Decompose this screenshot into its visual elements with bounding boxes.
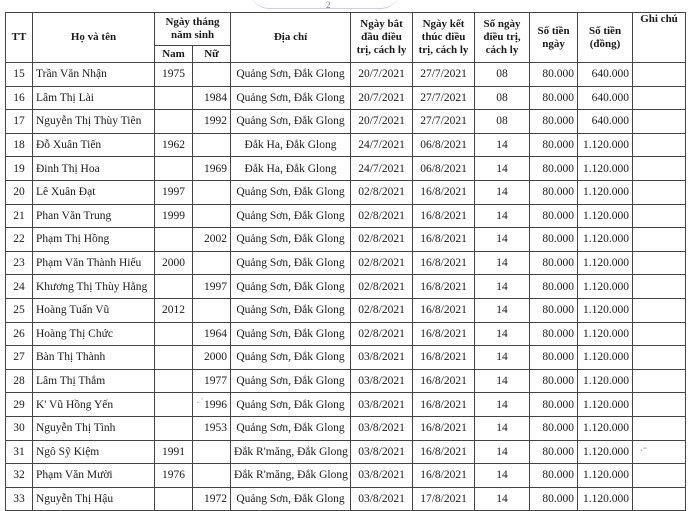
cell-name: Nguyễn Thị Thùy Tiên	[33, 110, 155, 134]
cell-start-date: 24/7/2021	[351, 133, 413, 157]
cell-tt: 33	[6, 487, 33, 511]
header-end-date: Ngày kết thúc điều trị, cách ly	[413, 13, 475, 63]
cell-name: Phạm Văn Thành Hiếu	[33, 251, 155, 275]
cell-per-day: 80.000	[530, 180, 578, 204]
cell-note	[633, 487, 686, 511]
cell-amount: 1.120.000	[578, 322, 633, 346]
cell-birth-female: 1992	[193, 110, 231, 134]
cell-name: Ngô Sỹ Kiệm	[33, 440, 155, 464]
header-amount: Số tiền (đồng)	[578, 13, 633, 63]
table-row	[6, 416, 686, 440]
cell-birth-female	[193, 251, 231, 275]
cell-amount: 1.120.000	[578, 157, 633, 181]
cell-end-date: 16/8/2021	[413, 180, 475, 204]
cell-amount: 1.120.000	[578, 346, 633, 370]
cell-address: Quảng Sơn, Đắk Glong	[231, 298, 351, 322]
cell-tt: 32	[6, 464, 33, 488]
cell-days: 14	[475, 322, 530, 346]
cell-per-day: 80.000	[530, 63, 578, 87]
cell-end-date: 16/8/2021	[413, 204, 475, 228]
table-body	[6, 63, 686, 511]
cell-per-day: 80.000	[530, 110, 578, 134]
cell-birth-female: 1972	[193, 487, 231, 511]
cell-days: 14	[475, 275, 530, 299]
header-address: Địa chỉ	[231, 13, 351, 63]
cell-amount: 1.120.000	[578, 275, 633, 299]
cell-name: Phan Văn Trung	[33, 204, 155, 228]
cell-amount: 1.120.000	[578, 180, 633, 204]
cell-birth-female: 1997	[193, 275, 231, 299]
cell-note	[633, 63, 686, 87]
cell-end-date: 16/8/2021	[413, 275, 475, 299]
table-row	[6, 275, 686, 299]
cell-start-date: 02/8/2021	[351, 251, 413, 275]
cell-start-date: 02/8/2021	[351, 228, 413, 252]
cell-end-date: 27/7/2021	[413, 63, 475, 87]
table-row	[6, 86, 686, 110]
cell-start-date: 03/8/2021	[351, 369, 413, 393]
cell-birth-male: 2000	[155, 251, 193, 275]
cell-birth-male: 1976	[155, 464, 193, 488]
cell-address: Quảng Sơn, Đắk Glong	[231, 204, 351, 228]
cell-tt: 27	[6, 346, 33, 370]
cell-birth-male: 1999	[155, 204, 193, 228]
cell-name: Nguyễn Thị Hậu	[33, 487, 155, 511]
cell-name: Hoàng Thị Chức	[33, 322, 155, 346]
cell-amount: 640.000	[578, 86, 633, 110]
cell-per-day: 80.000	[530, 133, 578, 157]
cell-birth-male: 1962	[155, 133, 193, 157]
cell-address: Quảng Sơn, Đắk Glong	[231, 251, 351, 275]
cell-birth-male	[155, 275, 193, 299]
cell-start-date: 24/7/2021	[351, 157, 413, 181]
table-row	[6, 251, 686, 275]
header-note: Ghi chú	[633, 13, 686, 63]
cell-amount: 1.120.000	[578, 251, 633, 275]
cell-days: 14	[475, 487, 530, 511]
cell-start-date: 02/8/2021	[351, 204, 413, 228]
cell-tt: 29	[6, 393, 33, 417]
cell-note	[633, 86, 686, 110]
cell-birth-male	[155, 86, 193, 110]
cell-note	[633, 369, 686, 393]
cell-birth-female	[193, 464, 231, 488]
cell-note	[633, 133, 686, 157]
cell-days: 14	[475, 369, 530, 393]
cell-amount: 640.000	[578, 63, 633, 87]
table-row	[6, 157, 686, 181]
cell-end-date: 27/7/2021	[413, 110, 475, 134]
cell-birth-female: 1969	[193, 157, 231, 181]
cell-birth-male	[155, 110, 193, 134]
cell-name: Nguyễn Thị Tình	[33, 416, 155, 440]
header-female: Nữ	[193, 46, 231, 63]
cell-name: Lê Xuân Đạt	[33, 180, 155, 204]
cell-end-date: 16/8/2021	[413, 369, 475, 393]
cell-note	[633, 322, 686, 346]
cell-birth-male	[155, 157, 193, 181]
cell-note	[633, 346, 686, 370]
cell-days: 14	[475, 251, 530, 275]
cell-amount: 1.120.000	[578, 487, 633, 511]
cell-address: Quảng Sơn, Đắk Glong	[231, 180, 351, 204]
table-row	[6, 298, 686, 322]
cell-end-date: 27/7/2021	[413, 86, 475, 110]
cell-amount: 640.000	[578, 110, 633, 134]
cell-tt: 25	[6, 298, 33, 322]
cell-note	[633, 180, 686, 204]
cell-note	[633, 251, 686, 275]
cell-start-date: 03/8/2021	[351, 440, 413, 464]
cell-address: Quảng Sơn, Đắk Glong	[231, 228, 351, 252]
cell-start-date: 02/8/2021	[351, 275, 413, 299]
cell-days: 14	[475, 416, 530, 440]
cell-tt: 23	[6, 251, 33, 275]
cell-amount: 1.120.000	[578, 204, 633, 228]
cell-birth-female: 2002	[193, 228, 231, 252]
cell-birth-male	[155, 393, 193, 417]
cell-start-date: 02/8/2021	[351, 180, 413, 204]
ink-mark: ·˙	[196, 395, 204, 409]
cell-start-date: 03/8/2021	[351, 464, 413, 488]
table-row	[6, 110, 686, 134]
cell-end-date: 16/8/2021	[413, 440, 475, 464]
cell-birth-male: 2012	[155, 298, 193, 322]
cell-birth-female: 1964	[193, 322, 231, 346]
cell-birth-male	[155, 228, 193, 252]
cell-address: Đắk Ha, Đắk Glong	[231, 133, 351, 157]
cell-per-day: 80.000	[530, 298, 578, 322]
cell-days: 14	[475, 228, 530, 252]
cell-birth-female: 1984	[193, 86, 231, 110]
cell-birth-male	[155, 322, 193, 346]
page-number: 2	[326, 0, 331, 10]
cell-start-date: 20/7/2021	[351, 63, 413, 87]
cell-birth-female	[193, 63, 231, 87]
cell-amount: 1.120.000	[578, 369, 633, 393]
cell-amount: 1.120.000	[578, 298, 633, 322]
cell-birth-male	[155, 369, 193, 393]
cell-per-day: 80.000	[530, 275, 578, 299]
cell-name: Hoàng Tuấn Vũ	[33, 298, 155, 322]
cell-days: 08	[475, 110, 530, 134]
table-row	[6, 369, 686, 393]
cell-tt: 30	[6, 416, 33, 440]
cell-tt: 20	[6, 180, 33, 204]
cell-tt: 26	[6, 322, 33, 346]
cell-per-day: 80.000	[530, 393, 578, 417]
cell-end-date: 16/8/2021	[413, 251, 475, 275]
cell-end-date: 16/8/2021	[413, 228, 475, 252]
cell-start-date: 20/7/2021	[351, 86, 413, 110]
cell-amount: 1.120.000	[578, 440, 633, 464]
cell-amount: 1.120.000	[578, 133, 633, 157]
cell-per-day: 80.000	[530, 204, 578, 228]
cell-days: 14	[475, 464, 530, 488]
cell-per-day: 80.000	[530, 346, 578, 370]
cell-end-date: 16/8/2021	[413, 393, 475, 417]
cell-note	[633, 464, 686, 488]
cell-days: 14	[475, 346, 530, 370]
table-row	[6, 346, 686, 370]
cell-start-date: 03/8/2021	[351, 346, 413, 370]
cell-address: Quảng Sơn, Đắk Glong	[231, 275, 351, 299]
cell-start-date: 02/8/2021	[351, 298, 413, 322]
cell-per-day: 80.000	[530, 157, 578, 181]
cell-end-date: 16/8/2021	[413, 322, 475, 346]
cell-tt: 16	[6, 86, 33, 110]
cell-birth-female: 1977	[193, 369, 231, 393]
cell-name: Lâm Thị Lài	[33, 86, 155, 110]
table-row	[6, 204, 686, 228]
cell-per-day: 80.000	[530, 251, 578, 275]
table-row	[6, 322, 686, 346]
cell-name: Lâm Thị Thắm	[33, 369, 155, 393]
cell-days: 14	[475, 180, 530, 204]
cell-end-date: 16/8/2021	[413, 346, 475, 370]
cell-end-date: 16/8/2021	[413, 298, 475, 322]
cell-amount: 1.120.000	[578, 464, 633, 488]
cell-address: Quảng Sơn, Đắk Glong	[231, 346, 351, 370]
cell-days: 14	[475, 133, 530, 157]
cell-address: Quảng Sơn, Đắk Glong	[231, 86, 351, 110]
table-row	[6, 228, 686, 252]
cell-address: Đắk R'măng, Đắk Glong	[231, 440, 351, 464]
cell-name: Khương Thị Thùy Hằng	[33, 275, 155, 299]
cell-birth-female	[193, 440, 231, 464]
cell-address: Quảng Sơn, Đắk Glong	[231, 110, 351, 134]
cell-per-day: 80.000	[530, 322, 578, 346]
cell-per-day: 80.000	[530, 440, 578, 464]
cell-start-date: 02/8/2021	[351, 322, 413, 346]
cell-per-day: 80.000	[530, 86, 578, 110]
cell-per-day: 80.000	[530, 369, 578, 393]
cell-days: 14	[475, 440, 530, 464]
cell-note	[633, 228, 686, 252]
cell-end-date: 17/8/2021	[413, 487, 475, 511]
cell-address: Quảng Sơn, Đắk Glong	[231, 369, 351, 393]
cell-tt: 28	[6, 369, 33, 393]
cell-birth-male: 1997	[155, 180, 193, 204]
cell-end-date: 06/8/2021	[413, 157, 475, 181]
cell-birth-male	[155, 416, 193, 440]
table-row	[6, 63, 686, 87]
cell-birth-female: 1996	[193, 393, 231, 417]
header-dob: Ngày tháng năm sinh	[155, 13, 231, 46]
header-name: Họ và tên	[33, 13, 155, 63]
cell-end-date: 16/8/2021	[413, 416, 475, 440]
cell-tt: 15	[6, 63, 33, 87]
cell-note	[633, 110, 686, 134]
cell-birth-female	[193, 133, 231, 157]
cell-address: Quảng Sơn, Đắk Glong	[231, 393, 351, 417]
header-days: Số ngày điều trị, cách ly	[475, 13, 530, 63]
cell-name: Bàn Thị Thành	[33, 346, 155, 370]
cell-note	[633, 298, 686, 322]
cell-tt: 19	[6, 157, 33, 181]
cell-address: Quảng Sơn, Đắk Glong	[231, 322, 351, 346]
cell-birth-male: 1991	[155, 440, 193, 464]
cell-end-date: 16/8/2021	[413, 464, 475, 488]
cell-days: 08	[475, 63, 530, 87]
cell-note	[633, 275, 686, 299]
cell-name: K' Vũ Hồng Yến	[33, 393, 155, 417]
cell-address: Quảng Sơn, Đắk Glong	[231, 416, 351, 440]
table-row	[6, 393, 686, 417]
ink-mark: .-	[640, 440, 647, 454]
cell-birth-female	[193, 204, 231, 228]
cell-note	[633, 416, 686, 440]
cell-start-date: 20/7/2021	[351, 110, 413, 134]
cell-name: Đỗ Xuân Tiến	[33, 133, 155, 157]
cell-address: Quảng Sơn, Đắk Glong	[231, 487, 351, 511]
cell-address: Đắk R'măng, Đắk Glong	[231, 464, 351, 488]
cell-start-date: 03/8/2021	[351, 416, 413, 440]
cell-note	[633, 204, 686, 228]
cell-days: 14	[475, 298, 530, 322]
header-male: Nam	[155, 46, 193, 63]
cell-address: Đắk Ha, Đắk Glong	[231, 157, 351, 181]
cell-amount: 1.120.000	[578, 228, 633, 252]
header-start-date: Ngày bắt đầu điều trị, cách ly	[351, 13, 413, 63]
cell-days: 08	[475, 86, 530, 110]
cell-name: Phạm Thị Hồng	[33, 228, 155, 252]
cell-birth-female	[193, 180, 231, 204]
cell-birth-male: 1975	[155, 63, 193, 87]
cell-birth-female: 1953	[193, 416, 231, 440]
cell-start-date: 03/8/2021	[351, 393, 413, 417]
table-row	[6, 133, 686, 157]
cell-amount: 1.120.000	[578, 416, 633, 440]
table-row	[6, 464, 686, 488]
cell-days: 14	[475, 393, 530, 417]
cell-tt: 18	[6, 133, 33, 157]
cell-days: 14	[475, 157, 530, 181]
table-row	[6, 180, 686, 204]
cell-name: Đinh Thị Hoa	[33, 157, 155, 181]
cell-birth-female: 2000	[193, 346, 231, 370]
cell-birth-male	[155, 487, 193, 511]
cell-tt: 24	[6, 275, 33, 299]
cell-tt: 22	[6, 228, 33, 252]
header-tt: TT	[6, 13, 33, 63]
cell-days: 14	[475, 204, 530, 228]
cell-per-day: 80.000	[530, 487, 578, 511]
cell-note	[633, 393, 686, 417]
cell-amount: 1.120.000	[578, 393, 633, 417]
cell-tt: 21	[6, 204, 33, 228]
cell-per-day: 80.000	[530, 416, 578, 440]
cell-name: Trần Văn Nhận	[33, 63, 155, 87]
cell-name: Phạm Văn Mười	[33, 464, 155, 488]
quarantine-payment-table	[5, 12, 686, 511]
cell-end-date: 06/8/2021	[413, 133, 475, 157]
header-per-day: Số tiền ngày	[530, 13, 578, 63]
cell-tt: 17	[6, 110, 33, 134]
cell-birth-male	[155, 346, 193, 370]
cell-tt: 31	[6, 440, 33, 464]
cell-note	[633, 157, 686, 181]
cell-start-date: 03/8/2021	[351, 487, 413, 511]
seal-arc	[250, 0, 400, 9]
cell-per-day: 80.000	[530, 464, 578, 488]
cell-address: Quảng Sơn, Đắk Glong	[231, 63, 351, 87]
table-row	[6, 440, 686, 464]
table-row	[6, 487, 686, 511]
cell-per-day: 80.000	[530, 228, 578, 252]
cell-birth-female	[193, 298, 231, 322]
